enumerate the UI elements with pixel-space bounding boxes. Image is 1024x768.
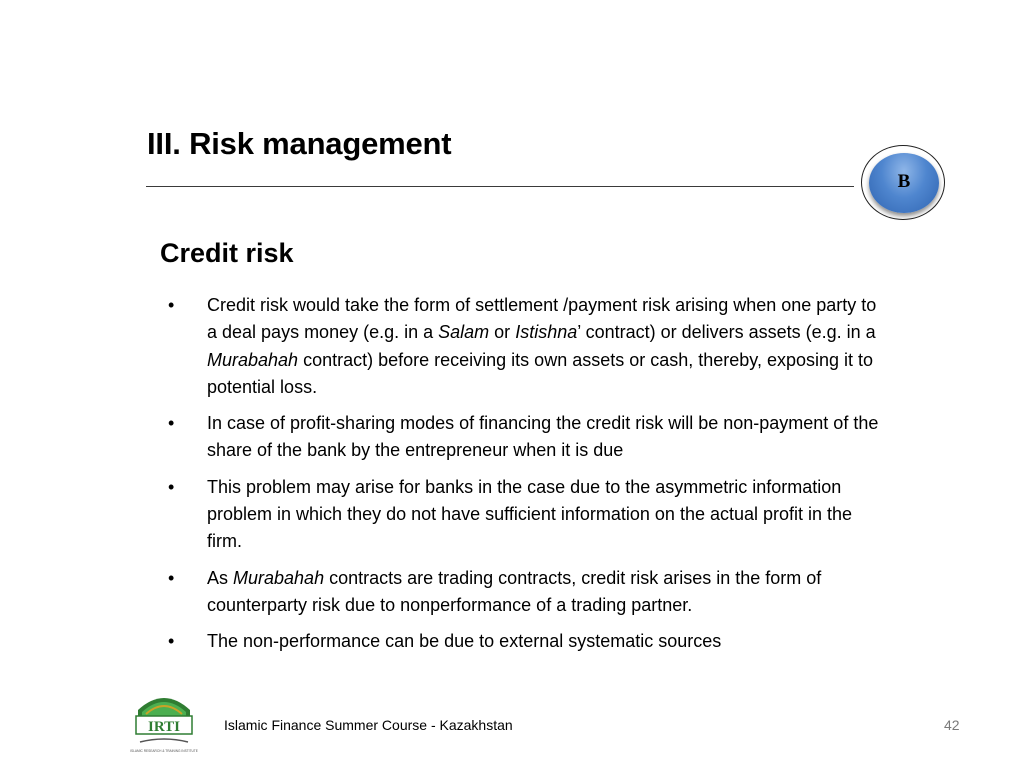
bullet-dot: • bbox=[168, 476, 175, 497]
bullet-item bbox=[160, 410, 890, 465]
bullet-list bbox=[160, 292, 890, 665]
bullet-dot: • bbox=[168, 631, 175, 652]
title-divider bbox=[146, 186, 854, 187]
bullet-text: This problem may arise for banks in the case due to the asymmetric information problem in which they do not have sufficient information on the actual profit in the firm. bbox=[207, 476, 853, 552]
svg-text:IRTI: IRTI bbox=[148, 719, 180, 735]
section-badge-letter: B bbox=[897, 171, 911, 192]
page-number: 42 bbox=[944, 717, 960, 733]
bullet-item bbox=[160, 565, 890, 620]
bullet-dot: • bbox=[168, 295, 175, 315]
bullet-text: Credit risk would take the form of settlement /payment risk arising when one party to a deal pays money (e.g. in a Salam or Istishna’ contract) or delivers assets (e.g. in a Murabahah contract) before receiving its own assets or cash, thereby, exposing it to potential loss. bbox=[207, 295, 877, 397]
bullet-text: As Murabahah contracts are trading contracts, credit risk arises in the form of counterparty risk due to nonperformance of a trading partner. bbox=[207, 567, 822, 615]
bullet-item bbox=[160, 474, 890, 556]
bullet-item bbox=[160, 292, 890, 401]
svg-text:ISLAMIC RESEARCH & TRAINING IN: ISLAMIC RESEARCH & TRAINING INSTITUTE bbox=[130, 749, 198, 753]
bullet-dot: • bbox=[168, 567, 175, 588]
bullet-text: In case of profit-sharing modes of financing the credit risk will be non-payment of the share of the bank by the entrepreneur when it is due bbox=[207, 413, 879, 461]
footer-course-name: Islamic Finance Summer Course - Kazakhstan bbox=[224, 717, 513, 733]
bullet-dot: • bbox=[168, 413, 175, 434]
section-subtitle: Credit risk bbox=[160, 238, 294, 268]
irti-logo bbox=[128, 688, 200, 760]
slide-title: III. Risk management bbox=[147, 126, 452, 161]
bullet-text: The non-performance can be due to external systematic sources bbox=[207, 631, 722, 652]
bullet-item bbox=[160, 628, 890, 655]
